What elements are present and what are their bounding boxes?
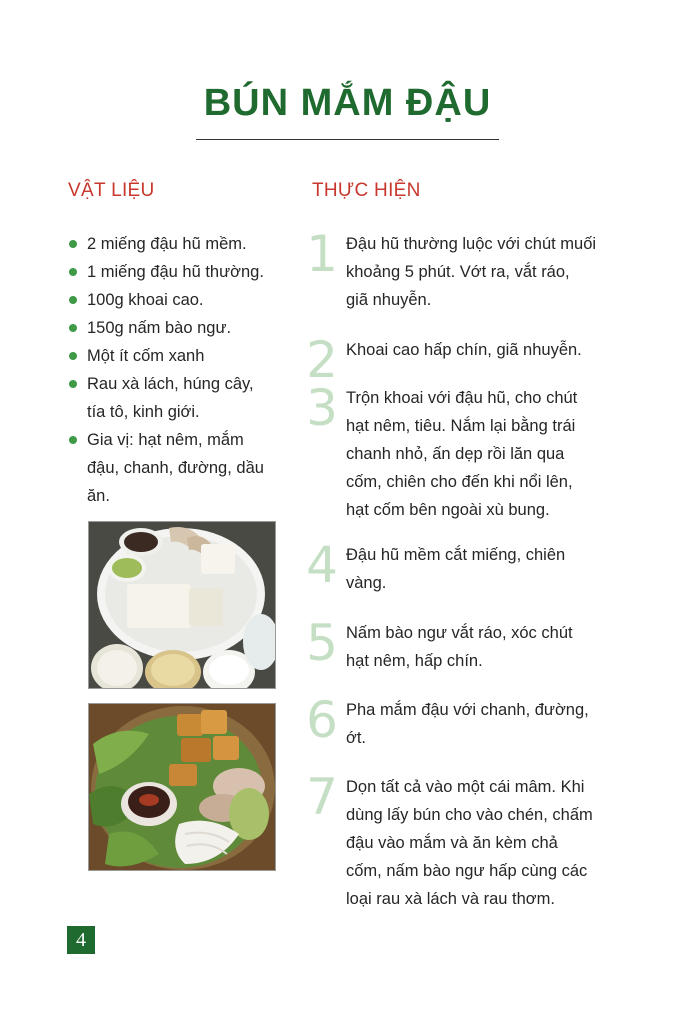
title-underline <box>196 139 499 140</box>
step-text: Đậu hũ mềm cắt miếng, chiên vàng. <box>346 546 566 592</box>
bullet-dot-icon <box>69 324 77 332</box>
step-text: Nấm bào ngư vắt ráo, xóc chút hạt nêm, hấp chín. <box>346 624 573 670</box>
ingredients-photo <box>88 521 276 689</box>
bullet-dot-icon <box>69 268 77 276</box>
ingredient-item: Một ít cốm xanh <box>68 342 293 370</box>
step-number: 6 <box>306 691 338 749</box>
step-text: Pha mắm đậu với chanh, đường, ớt. <box>346 701 589 747</box>
ingredient-list <box>68 230 293 510</box>
step-number: 3 <box>306 379 338 437</box>
ingredient-item: Rau xà lách, húng cây, tía tô, kinh giới. <box>68 370 293 426</box>
step-number: 2 <box>306 331 338 389</box>
step-number: 1 <box>306 225 338 283</box>
bullet-dot-icon <box>69 240 77 248</box>
ingredient-item: 1 miếng đậu hũ thường. <box>68 258 293 286</box>
step-number: 5 <box>306 614 338 672</box>
step-number: 4 <box>306 536 338 594</box>
page-number: 4 <box>67 926 95 954</box>
step-number: 7 <box>306 768 338 826</box>
ingredient-item: 2 miếng đậu hũ mềm. <box>68 230 293 258</box>
step-text: Dọn tất cả vào một cái mâm. Khi dùng lấy bún cho vào chén, chấm đậu vào mắm và ăn kèm chả cốm, nấm bào ngư hấp cùng các loại rau xà lách và rau thơm. <box>346 778 593 908</box>
step-text: Khoai cao hấp chín, giã nhuyễn. <box>346 341 582 359</box>
page-title: BÚN MẮM ĐẬU <box>203 82 492 124</box>
ingredient-item: 150g nấm bào ngư. <box>68 314 293 342</box>
ingredient-item: 100g khoai cao. <box>68 286 293 314</box>
step-text: Trộn khoai với đậu hũ, cho chút hạt nêm, tiêu. Nắm lại bằng trái chanh nhỏ, ấn dẹp rồi lăn qua cốm, chiên cho đến khi nổi lên, hạt cốm bên ngoài xù bung. <box>346 389 578 519</box>
bullet-dot-icon <box>69 352 77 360</box>
bullet-dot-icon <box>69 436 77 444</box>
ingredient-item: Gia vị: hạt nêm, mắm đậu, chanh, đường, dầu ăn. <box>68 426 293 510</box>
bullet-dot-icon <box>69 296 77 304</box>
step-text: Đậu hũ thường luộc với chút muối khoảng 5 phút. Vớt ra, vắt ráo, giã nhuyễn. <box>346 235 597 309</box>
ingredients-heading: VẬT LIỆU <box>68 180 155 201</box>
method-heading: THỰC HIỆN <box>312 180 421 201</box>
dish-photo <box>88 703 276 871</box>
bullet-dot-icon <box>69 380 77 388</box>
